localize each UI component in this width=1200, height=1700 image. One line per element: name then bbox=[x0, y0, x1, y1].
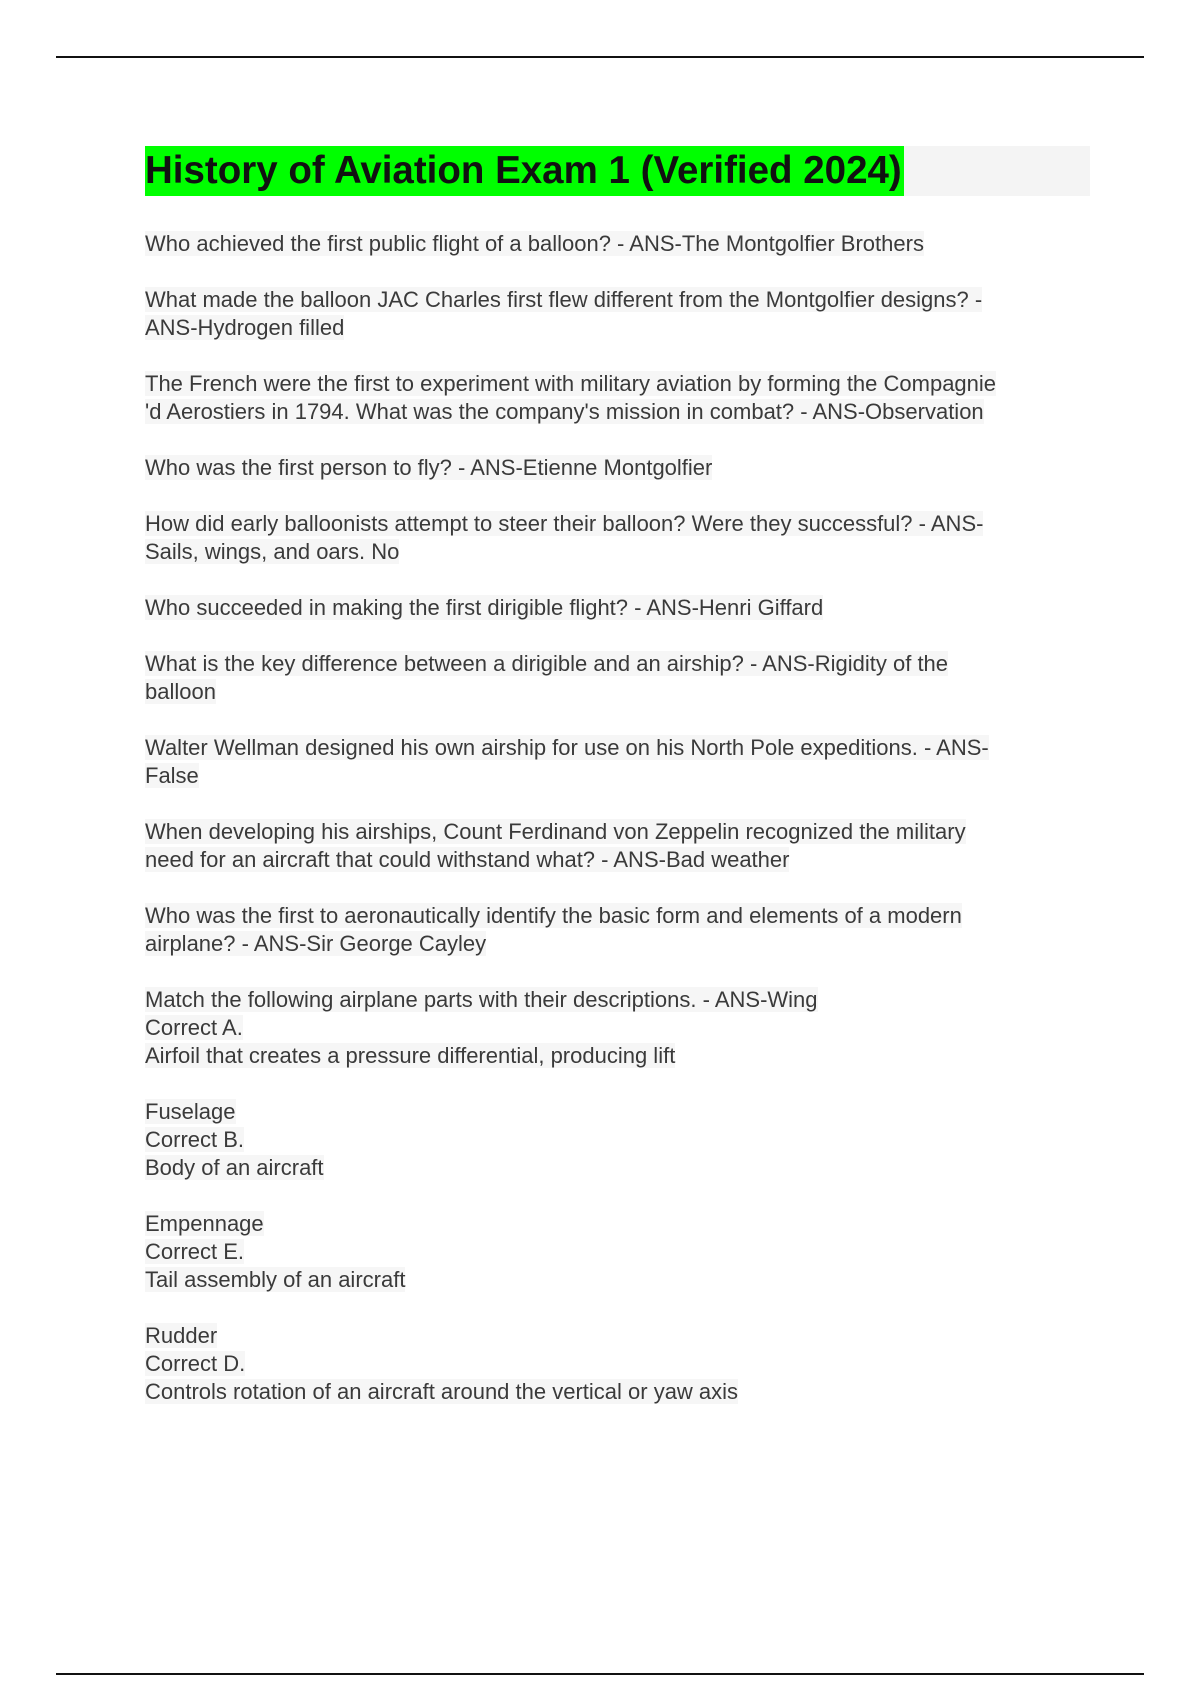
qa-line bbox=[145, 1378, 1090, 1406]
qa-text: The French were the first to experiment with military aviation by forming the Compagnie bbox=[145, 371, 997, 396]
qa-line bbox=[145, 230, 1090, 258]
qa-item bbox=[145, 902, 1090, 958]
qa-item bbox=[145, 286, 1090, 342]
qa-text: Body of an aircraft bbox=[145, 1155, 324, 1180]
qa-text: Empennage bbox=[145, 1211, 264, 1236]
qa-item bbox=[145, 594, 1090, 622]
qa-text: What made the balloon JAC Charles first flew different from the Montgolfier designs? - bbox=[145, 287, 983, 312]
qa-text: What is the key difference between a dirigible and an airship? - ANS-Rigidity of the bbox=[145, 651, 949, 676]
qa-text: Who achieved the first public flight of a balloon? - ANS-The Montgolfier Brothers bbox=[145, 231, 924, 256]
qa-line bbox=[145, 762, 1090, 790]
qa-text: need for an aircraft that could withstand what? - ANS-Bad weather bbox=[145, 847, 790, 872]
qa-text: Airfoil that creates a pressure differential, producing lift bbox=[145, 1043, 676, 1068]
qa-text: Controls rotation of an aircraft around the vertical or yaw axis bbox=[145, 1379, 739, 1404]
title-band bbox=[145, 146, 1090, 196]
qa-text: 'd Aerostiers in 1794. What was the company's mission in combat? - ANS-Observation bbox=[145, 399, 984, 424]
qa-line bbox=[145, 510, 1090, 538]
qa-list bbox=[145, 230, 1090, 1406]
top-rule bbox=[56, 56, 1144, 58]
qa-line bbox=[145, 818, 1090, 846]
qa-item bbox=[145, 510, 1090, 566]
qa-text: Who was the first to aeronautically identify the basic form and elements of a modern bbox=[145, 903, 962, 928]
qa-line bbox=[145, 370, 1090, 398]
qa-text: Correct A. bbox=[145, 1015, 243, 1040]
qa-item bbox=[145, 986, 1090, 1070]
qa-line bbox=[145, 538, 1090, 566]
qa-line bbox=[145, 678, 1090, 706]
qa-item bbox=[145, 1322, 1090, 1406]
qa-item bbox=[145, 734, 1090, 790]
qa-text: Match the following airplane parts with their descriptions. - ANS-Wing bbox=[145, 987, 818, 1012]
qa-line bbox=[145, 1210, 1090, 1238]
qa-text: Fuselage bbox=[145, 1099, 236, 1124]
qa-line bbox=[145, 314, 1090, 342]
document-title: History of Aviation Exam 1 (Verified 2024) bbox=[145, 146, 904, 196]
qa-text: Rudder bbox=[145, 1323, 218, 1348]
qa-line bbox=[145, 286, 1090, 314]
qa-line bbox=[145, 734, 1090, 762]
qa-line bbox=[145, 398, 1090, 426]
qa-text: Sails, wings, and oars. No bbox=[145, 539, 400, 564]
qa-text: Who succeeded in making the first dirigible flight? - ANS-Henri Giffard bbox=[145, 595, 824, 620]
qa-line bbox=[145, 930, 1090, 958]
qa-line bbox=[145, 594, 1090, 622]
qa-text: Correct B. bbox=[145, 1127, 245, 1152]
qa-text: ANS-Hydrogen filled bbox=[145, 315, 345, 340]
qa-line bbox=[145, 902, 1090, 930]
qa-text: How did early balloonists attempt to steer their balloon? Were they successful? - ANS- bbox=[145, 511, 984, 536]
qa-line bbox=[145, 846, 1090, 874]
qa-text: Who was the first person to fly? - ANS-Etienne Montgolfier bbox=[145, 455, 713, 480]
qa-line bbox=[145, 986, 1090, 1014]
qa-item bbox=[145, 1210, 1090, 1294]
qa-item bbox=[145, 650, 1090, 706]
qa-line bbox=[145, 1042, 1090, 1070]
qa-line bbox=[145, 650, 1090, 678]
qa-text: Tail assembly of an aircraft bbox=[145, 1267, 406, 1292]
qa-line bbox=[145, 454, 1090, 482]
qa-text: False bbox=[145, 763, 199, 788]
qa-text: Correct E. bbox=[145, 1239, 245, 1264]
qa-item bbox=[145, 1098, 1090, 1182]
qa-text: Correct D. bbox=[145, 1351, 246, 1376]
qa-item bbox=[145, 454, 1090, 482]
qa-line bbox=[145, 1266, 1090, 1294]
qa-item bbox=[145, 370, 1090, 426]
qa-text: Walter Wellman designed his own airship for use on his North Pole expeditions. - ANS- bbox=[145, 735, 989, 760]
qa-line bbox=[145, 1154, 1090, 1182]
qa-line bbox=[145, 1014, 1090, 1042]
qa-line bbox=[145, 1098, 1090, 1126]
bottom-rule bbox=[56, 1673, 1144, 1675]
qa-line bbox=[145, 1350, 1090, 1378]
document-body bbox=[145, 146, 1090, 1434]
qa-line bbox=[145, 1238, 1090, 1266]
qa-line bbox=[145, 1126, 1090, 1154]
qa-item bbox=[145, 230, 1090, 258]
qa-line bbox=[145, 1322, 1090, 1350]
qa-text: airplane? - ANS-Sir George Cayley bbox=[145, 931, 487, 956]
qa-item bbox=[145, 818, 1090, 874]
qa-text: balloon bbox=[145, 679, 216, 704]
qa-text: When developing his airships, Count Ferdinand von Zeppelin recognized the military bbox=[145, 819, 966, 844]
